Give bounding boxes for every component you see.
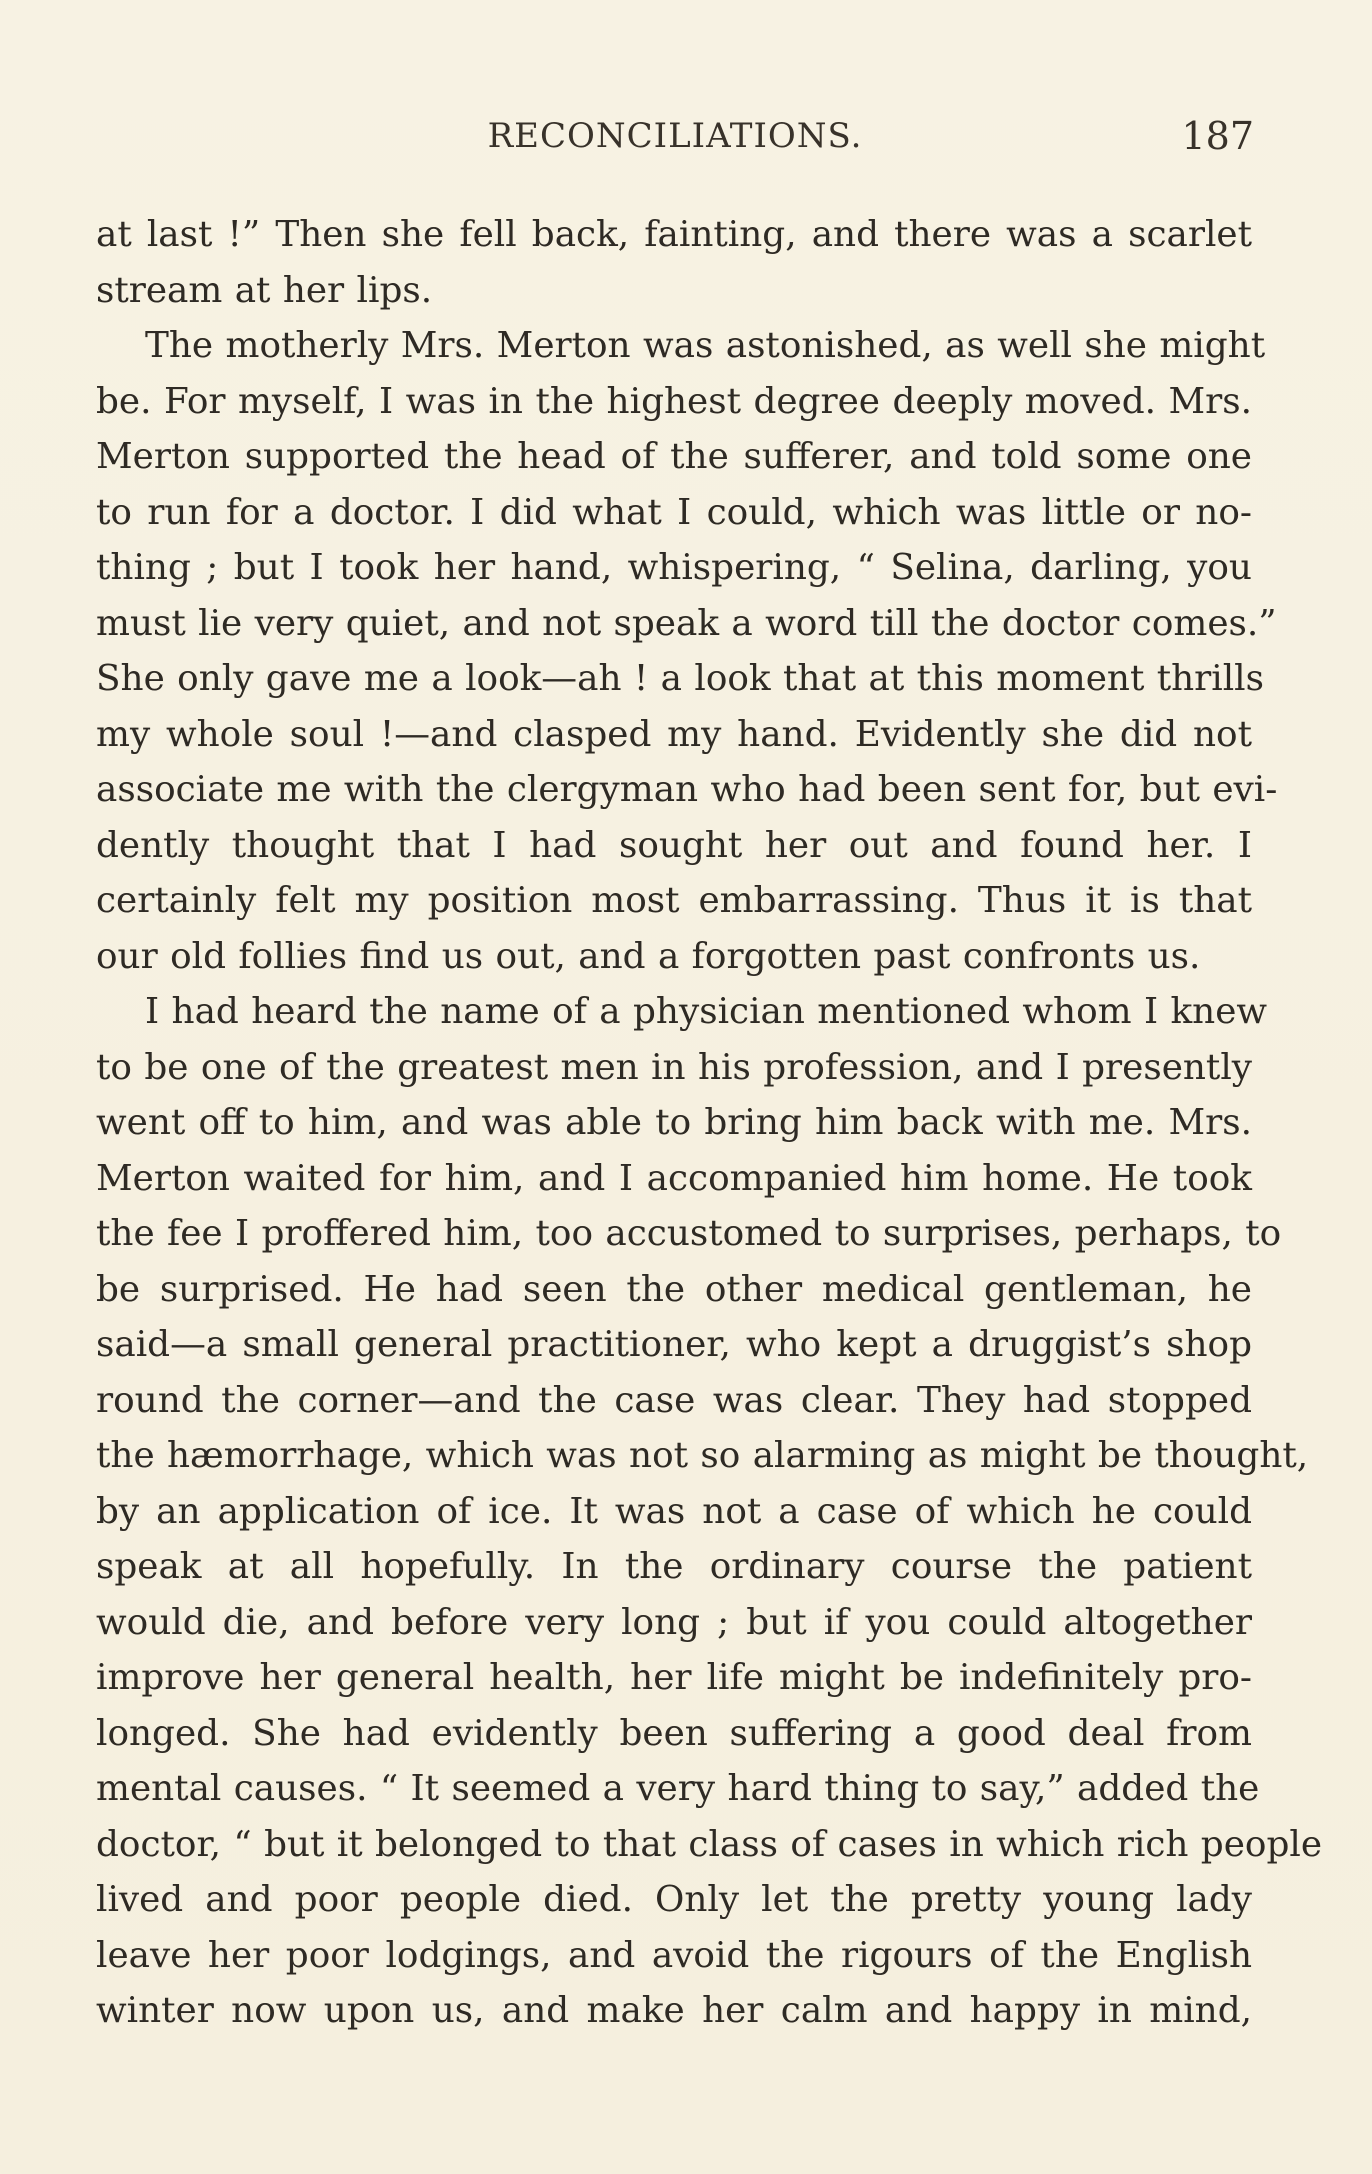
text-line: doctor, “ but it belonged to that class of cases in which rich people	[96, 1823, 1323, 1865]
text-line: stream at her lips.	[96, 269, 433, 311]
text-line: thing ; but I took her hand, whispering, “ Selina, darling, you	[96, 547, 1252, 588]
text-line: lived and poor people died. Only let the pretty young lady	[96, 1879, 1252, 1920]
text-line: the hæmorrhage, which was not so alarming as might be thought,	[96, 1435, 1309, 1476]
text-line: leave her poor lodgings, and avoid the rigours of the English	[96, 1934, 1252, 1976]
text-line: mental causes. “ It seemed a very hard thing to say,” added the	[96, 1768, 1260, 1809]
text-line: must lie very quiet, and not speak a word till the doctor comes.”	[96, 602, 1277, 644]
paragraph-first-line: The motherly Mrs. Merton was astonished, as well she might	[145, 325, 1266, 366]
text-line: speak at all hopefully. In the ordinary course the patient	[96, 1546, 1252, 1587]
text-line: went off to him, and was able to bring him back with me. Mrs.	[96, 1102, 1252, 1143]
text-line: my whole soul !—and clasped my hand. Evidently she did not	[96, 713, 1252, 755]
text-line: at last !” Then she fell back, fainting, and there was a scarlet	[96, 214, 1252, 255]
text-line: would die, and before very long ; but if you could altogether	[96, 1601, 1252, 1643]
text-line: She only gave me a look—ah ! a look that at this moment thrills	[96, 658, 1264, 699]
text-line: certainly felt my position most embarrassing. Thus it is that	[96, 880, 1252, 921]
text-line: longed. She had evidently been suffering a good deal from	[96, 1712, 1252, 1754]
text-line: by an application of ice. It was not a case of which he could	[96, 1490, 1252, 1532]
text-line: round the corner—and the case was clear. They had stopped	[96, 1379, 1252, 1421]
text-line: be surprised. He had seen the other medical gentleman, he	[96, 1268, 1252, 1310]
text-line: associate me with the clergyman who had been sent for, but evi-	[96, 769, 1278, 810]
text-line: be. For myself, I was in the highest degree deeply moved. Mrs.	[96, 380, 1252, 422]
text-line: said—a small general practitioner, who kept a druggist’s shop	[96, 1324, 1252, 1365]
running-header	[96, 112, 1254, 160]
running-title: RECONCILIATIONS.	[487, 116, 863, 156]
text-line: improve her general health, her life might be indefinitely pro-	[96, 1657, 1252, 1698]
text-line: our old follies find us out, and a forgotten past confronts us.	[96, 935, 1201, 977]
text-line: winter now upon us, and make her calm and happy in mind,	[96, 1990, 1252, 2031]
page-number: 187	[1181, 114, 1254, 158]
text-line: the fee I proffered him, too accustomed to surprises, perhaps, to	[96, 1213, 1282, 1254]
paragraph-first-line: I had heard the name of a physician mentioned whom I knew	[145, 991, 1268, 1032]
text-line: to be one of the greatest men in his profession, and I presently	[96, 1046, 1252, 1088]
text-line: Merton waited for him, and I accompanied him home. He took	[96, 1157, 1252, 1199]
body-text	[96, 207, 1323, 2039]
text-line: Merton supported the head of the sufferer, and told some one	[96, 436, 1252, 477]
text-line: to run for a doctor. I did what I could, which was little or no-	[96, 491, 1252, 533]
text-line: dently thought that I had sought her out and found her. I	[96, 824, 1252, 866]
